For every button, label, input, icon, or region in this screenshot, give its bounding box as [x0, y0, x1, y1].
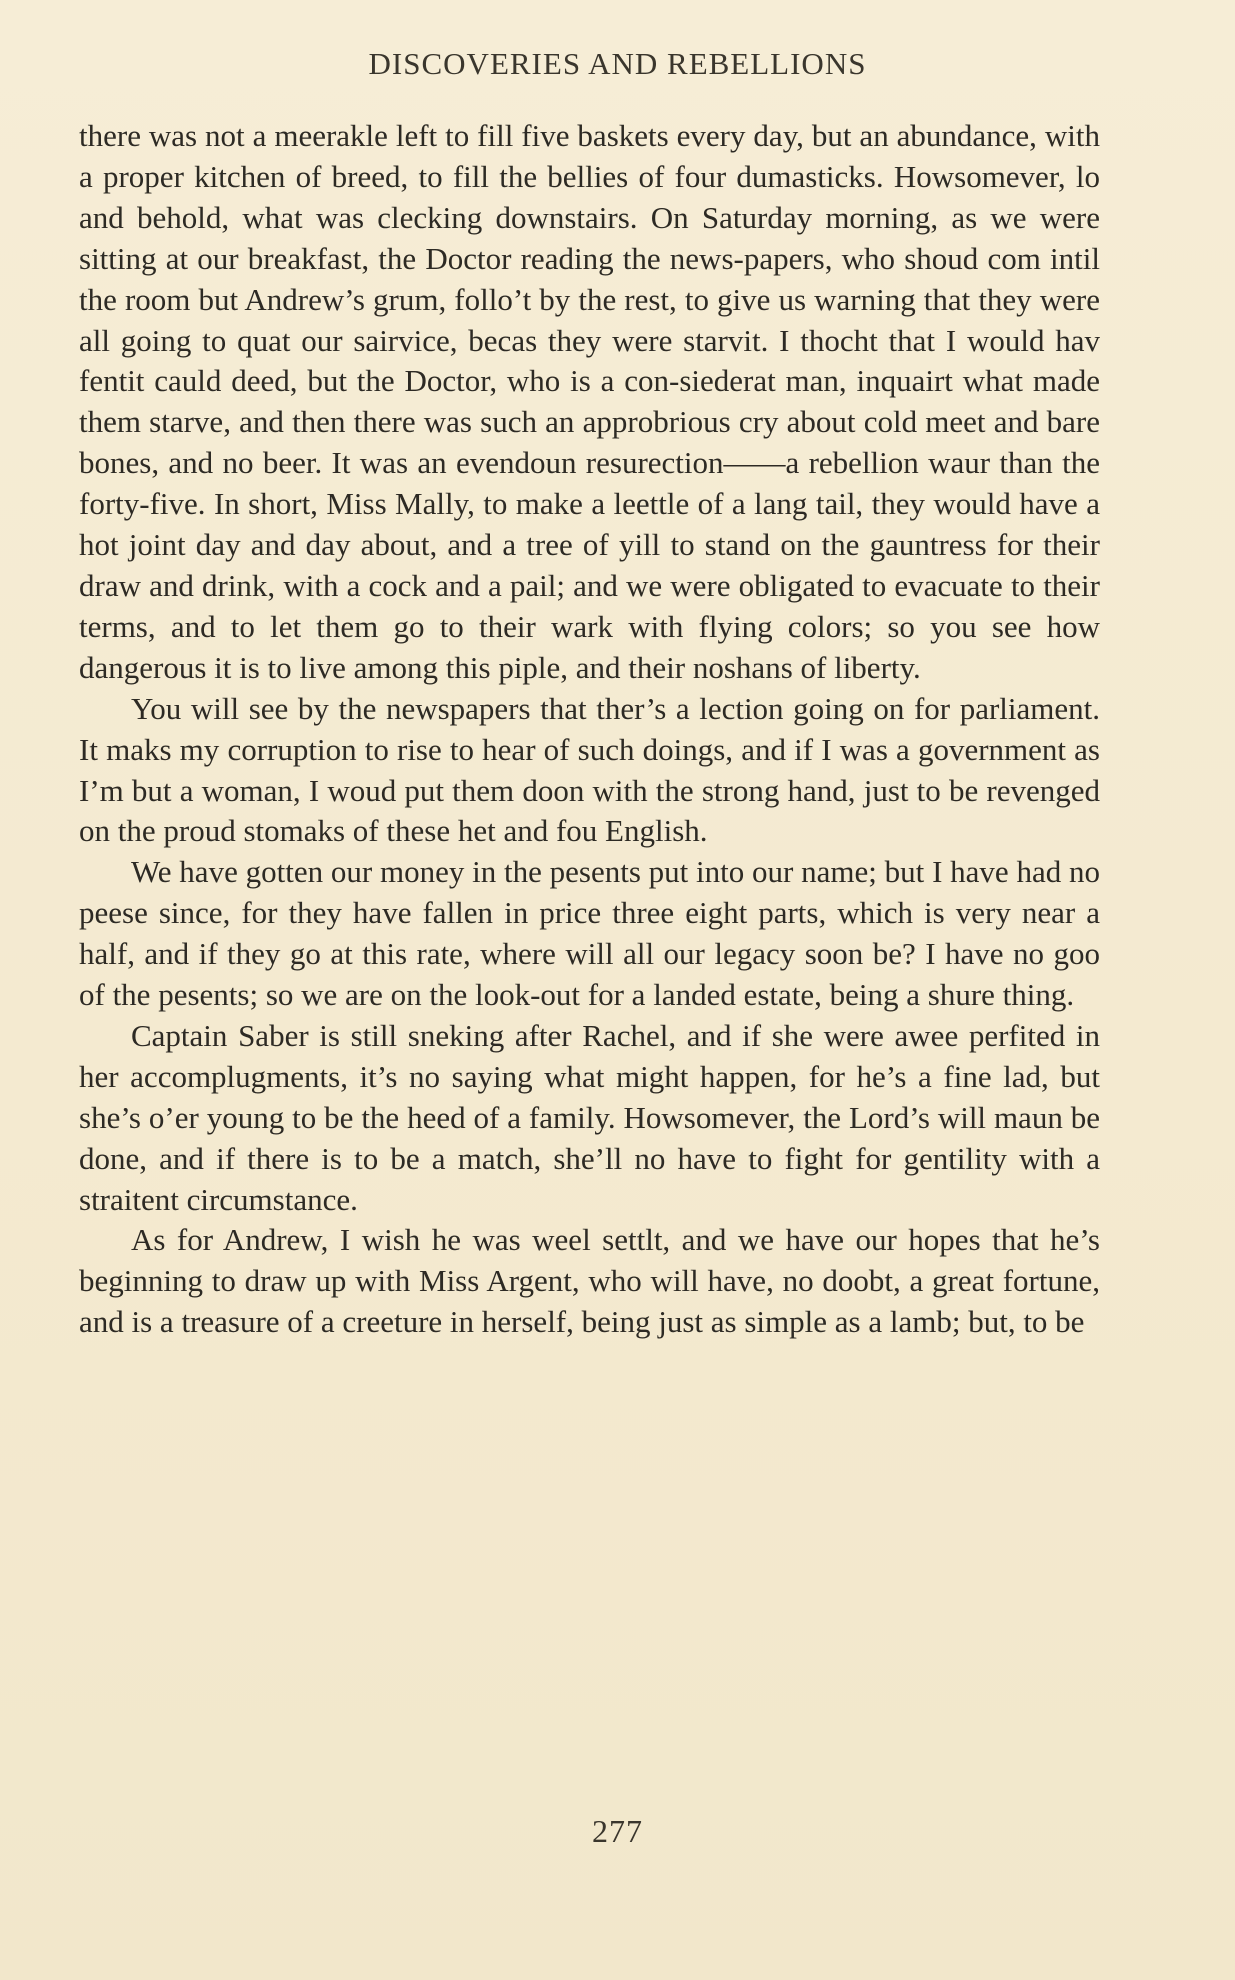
body-text [79, 116, 1100, 1343]
paragraph-5: As for Andrew, I wish he was weel settlt, and we have our hopes that he’s beginning to draw up with Miss Argent, who will have, no doobt, a great fortune, and is a treasure of a creeture in herself, being just as simple as a lamb; but, to be [79, 1222, 1100, 1340]
running-head: DISCOVERIES AND REBELLIONS [368, 46, 867, 81]
paragraph-3: We have gotten our money in the pesents put into our name; but I have had no peese since, for they have fallen in price three eight parts, which is very near a half, and if they go at this rate, where will all our legacy soon be? I have no goo of the pesents; so we are on the look-out for a landed estate, being a shure thing. [79, 854, 1100, 1013]
page-number: 277 [592, 1813, 643, 1849]
paragraph-1: there was not a meerakle left to fill five baskets every day, but an abundance, with a proper kitchen of breed, to fill the bellies of four dumasticks. Howsomever, lo and behold, what was clecking downstairs. On Saturday morning, as we were sitting at our breakfast, the Doctor reading the news-papers, who shoud com intil the room but Andrew’s grum, follo’t by the rest, to give us warning that they were all going to quat our sairvice, becas they were starvit. I thocht that I would hav fentit cauld deed, but the Doctor, who is a con-siederat man, inquairt what made them starve, and then there was such an approbrious cry about cold meet and bare bones, and no beer. It was an evendoun resurection——a rebellion waur than the forty-five. In short, Miss Mally, to make a leettle of a lang tail, they would have a hot joint day and day about, and a tree of yill to stand on the gauntress for their draw and drink, with a cock and a pail; and we were obligated to evacuate to their terms, and to let them go to their wark with flying colors; so you see how dangerous it is to live among this piple, and their noshans of liberty. [79, 118, 1100, 685]
paragraph-2: You will see by the newspapers that ther’s a lection going on for parliament. It maks my corruption to rise to hear of such doings, and if I was a government as I’m but a woman, I woud put them doon with the strong hand, just to be revenged on the proud stomaks of these het and fou English. [79, 690, 1100, 849]
paragraph-4: Captain Saber is still sneking after Rachel, and if she were awee perfited in her accomplugments, it’s no saying what might happen, for he’s a fine lad, but she’s o’er young to be the heed of a family. Howsomever, the Lord’s will maun be done, and if there is to be a match, she’ll no have to fight for gentility with a straitent circumstance. [79, 1017, 1100, 1217]
